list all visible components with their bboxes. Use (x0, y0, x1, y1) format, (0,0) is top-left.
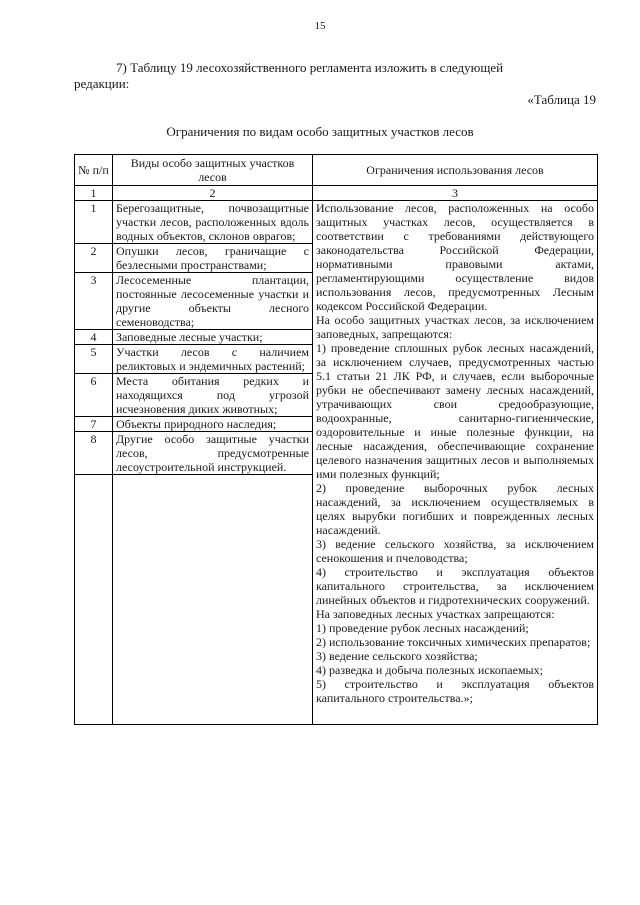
column-number: 1 (75, 186, 113, 201)
header-row (75, 155, 598, 186)
restriction-item: 4) разведка и добыча полезных ископаемых; (316, 663, 543, 677)
row-species: Места обитания редких и находящихся под угрозой исчезновения диких животных; (113, 374, 313, 417)
restriction-item: 3) ведение сельского хозяйства; (316, 649, 478, 663)
restrictions-cell (313, 201, 598, 725)
row-num: 8 (75, 432, 113, 475)
restriction-item: 3) ведение сельского хозяйства, за исключением сенокошения и пчеловодства; (316, 537, 594, 565)
row-num: 6 (75, 374, 113, 417)
table-reference: «Таблица 19 (527, 92, 596, 107)
column-number-row (75, 186, 598, 201)
row-num: 5 (75, 345, 113, 374)
page-number: 15 (314, 20, 326, 32)
row-species: Лесосеменные плантации, постоянные лесосеменные участки и другие объекты лесного семеноводства; (113, 273, 313, 330)
restriction-item: 2) использование токсичных химических препаратов; (316, 635, 591, 649)
row-species: Участки лесов с наличием реликтовых и эндемичных растений; (113, 345, 313, 374)
restriction-item: 4) строительство и эксплуатация объектов капитального строительства, за исключением линейных объектов и гидротехнических сооружений. (316, 565, 594, 607)
intro-line-2: редакции: (74, 76, 130, 91)
row-num: 3 (75, 273, 113, 330)
restriction-item: 1) проведение сплошных рубок лесных насаждений, за исключением случаев, предусмотренных частью 5.1 статьи 21 ЛК РФ, и случаев, если выборочные рубки не обеспечивают замену лесных насаждений, утрачивающих свои средообразующие, водоохранные, санитарно-гигиенические, оздоровительные и иные полезные функции, на лесные насаждения, обеспечивающие сохранение целевого назначения защитных лесов и выполняемых ими полезных функций; (316, 341, 594, 481)
restriction-item: 1) проведение рубок лесных насаждений; (316, 621, 529, 635)
restrictions-table (74, 154, 598, 725)
row-num: 4 (75, 330, 113, 345)
restriction-item: 5) строительство и эксплуатация объектов капитального строительства.»; (316, 677, 594, 705)
row-num: 7 (75, 417, 113, 432)
intro-line-1: 7) Таблицу 19 лесохозяйственного регламента изложить в следующей (116, 60, 504, 75)
empty-cell (113, 475, 313, 725)
restriction-paragraph: На особо защитных участках лесов, за исключением заповедных, запрещаются: (316, 313, 594, 341)
row-species: Другие особо защитные участки лесов, предусмотренные лесоустроительной инструкцией. (113, 432, 313, 475)
column-number: 2 (113, 186, 313, 201)
row-num: 1 (75, 201, 113, 244)
table-title: Ограничения по видам особо защитных участков лесов (166, 124, 474, 139)
row-species: Заповедные лесные участки; (113, 330, 313, 345)
restriction-item: 2) проведение выборочных рубок лесных насаждений, за исключением осуществляемых в целях вырубки погибших и поврежденных лесных насаждений. (316, 481, 594, 537)
header-num: № п/п (75, 155, 113, 186)
empty-cell (75, 475, 113, 725)
table-row (75, 201, 598, 244)
restriction-paragraph: Использование лесов, расположенных на особо защитных участках лесов, осуществляется в соответствии с требованиями действующего законодательства Российской Федерации, нормативными правовыми актами, регламентирующими осуществление видов использования лесов, предусмотренных Лесным кодексом Российской Федерации. (316, 201, 594, 313)
row-species: Опушки лесов, граничащие с безлесными пространствами; (113, 244, 313, 273)
row-species: Объекты природного наследия; (113, 417, 313, 432)
row-species: Берегозащитные, почвозащитные участки лесов, расположенных вдоль водных объектов, склонов оврагов; (113, 201, 313, 244)
restriction-paragraph: На заповедных лесных участках запрещаются: (316, 607, 555, 621)
row-num: 2 (75, 244, 113, 273)
column-number: 3 (313, 186, 598, 201)
header-species: Виды особо защитных участков лесов (113, 155, 313, 186)
header-restrictions: Ограничения использования лесов (313, 155, 598, 186)
intro-paragraph (74, 60, 596, 92)
